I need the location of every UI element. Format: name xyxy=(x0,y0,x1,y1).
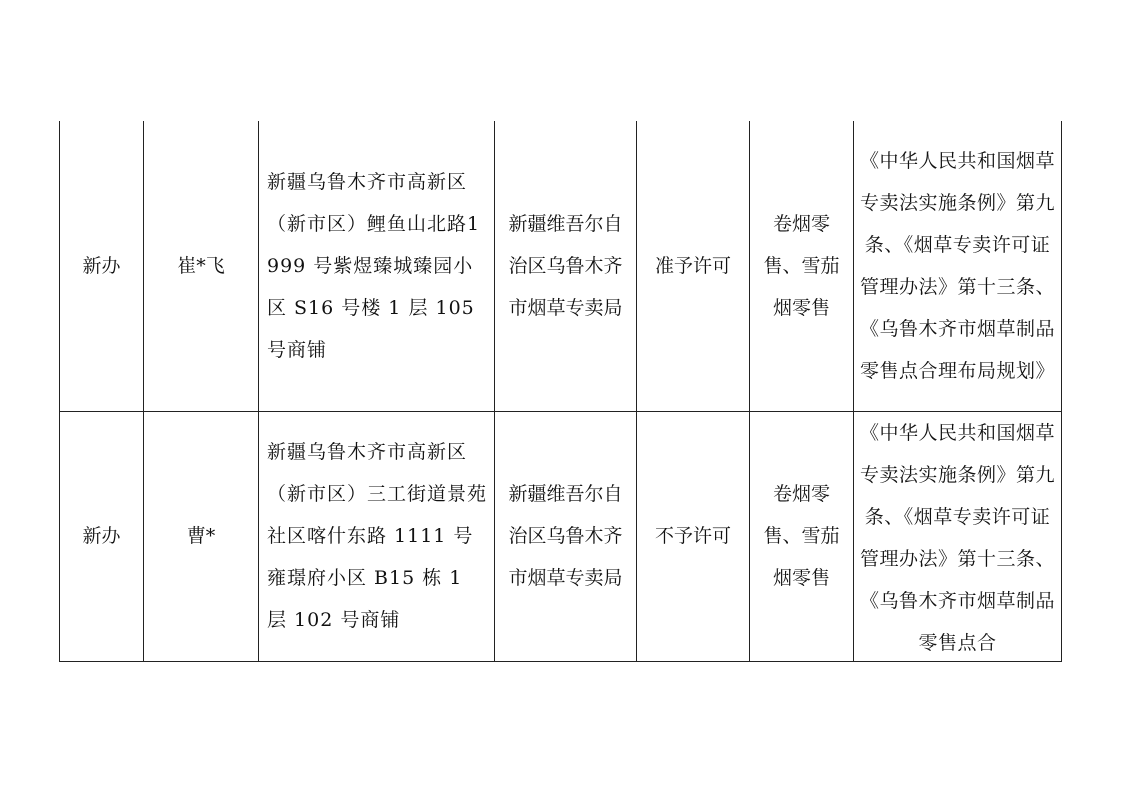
authority-cell: 新疆维吾尔自治区乌鲁木齐市烟草专卖局 xyxy=(495,411,637,661)
legal-basis-cell xyxy=(854,411,1062,661)
business-scope-cell: 卷烟零售、雪茄烟零售 xyxy=(750,121,854,411)
business-scope-cell: 卷烟零售、雪茄烟零售 xyxy=(750,411,854,661)
authority-cell: 新疆维吾尔自治区乌鲁木齐市烟草专卖局 xyxy=(495,121,637,411)
business-address-cell: 新疆乌鲁木齐市高新区（新市区）鲤鱼山北路1999 号紫煜臻城臻园小区 S16 号楼 1 层 105 号商铺 xyxy=(259,121,495,411)
applicant-name-cell: 曹* xyxy=(144,411,259,661)
table-row xyxy=(60,411,1062,661)
applicant-name-cell: 崔*飞 xyxy=(144,121,259,411)
permit-table xyxy=(59,121,1062,662)
legal-basis-cell: 《中华人民共和国烟草专卖法实施条例》第九条、《烟草专卖许可证管理办法》第十三条、《乌鲁木齐市烟草制品零售点合理布局规划》 xyxy=(854,121,1062,411)
legal-basis-text: 《中华人民共和国烟草专卖法实施条例》第九条、《烟草专卖许可证管理办法》第十三条、《乌鲁木齐市烟草制品零售点合 xyxy=(860,421,1055,654)
application-type-cell: 新办 xyxy=(60,121,144,411)
table-row xyxy=(60,121,1062,411)
application-type-cell: 新办 xyxy=(60,411,144,661)
business-address-cell: 新疆乌鲁木齐市高新区（新市区）三工街道景苑社区喀什东路 1111 号雍璟府小区 B15 栋 1 层 102 号商铺 xyxy=(259,411,495,661)
decision-cell: 不予许可 xyxy=(637,411,750,661)
decision-cell: 准予许可 xyxy=(637,121,750,411)
